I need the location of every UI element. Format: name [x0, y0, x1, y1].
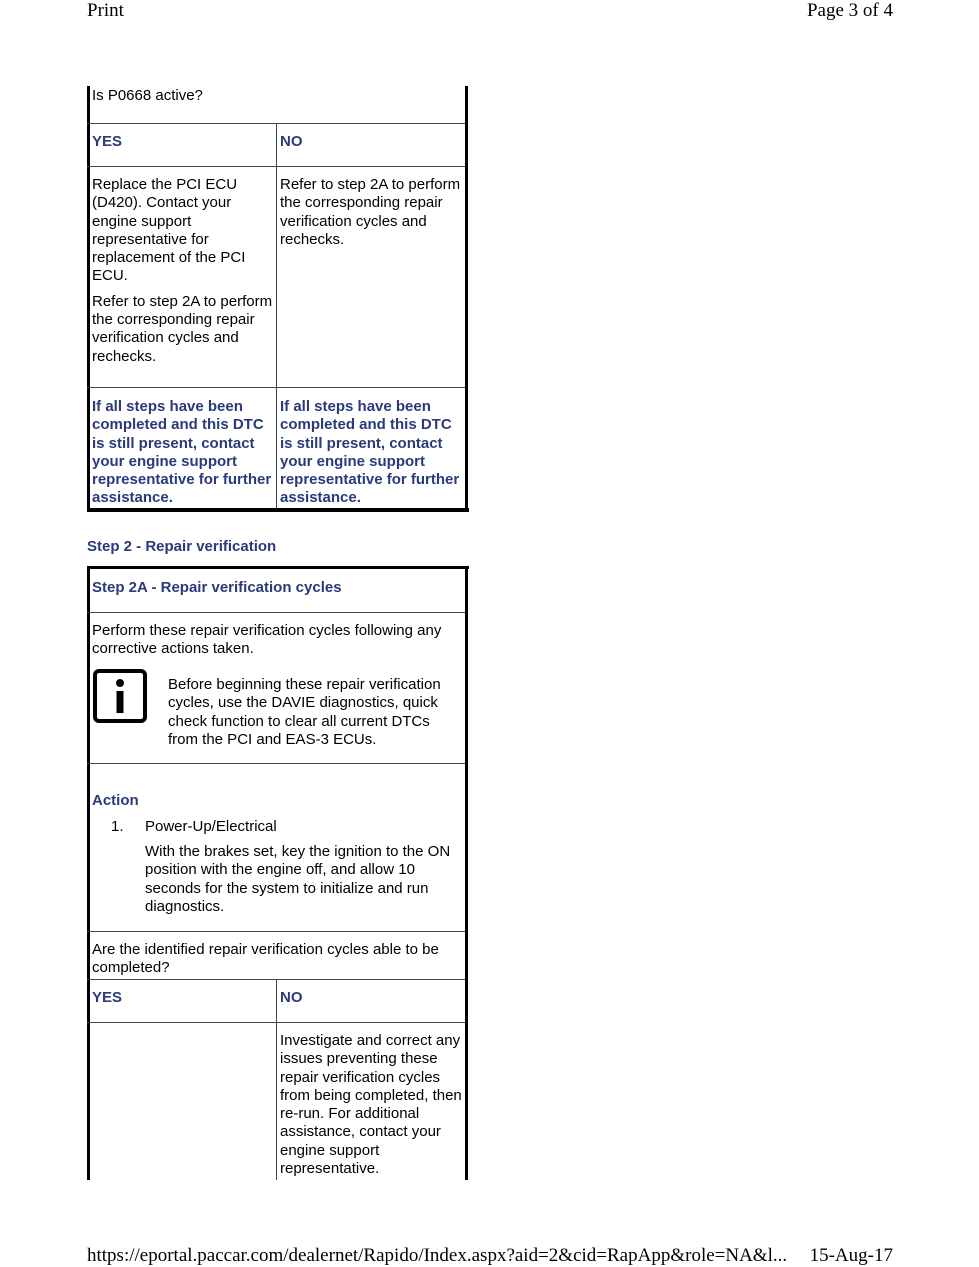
action-item-title: Power-Up/Electrical [145, 818, 277, 835]
question-text: Are the identified repair verification cycles able to be completed? [92, 941, 439, 977]
yes-note: If all steps have been completed and this DTC is still present, contact your engine support representative for further assistance. [92, 398, 272, 507]
intro-text: Perform these repair verification cycles following any corrective actions taken. [92, 622, 442, 658]
no-answer: Refer to step 2A to perform the corresponding repair verification cycles and rechecks. [280, 176, 461, 248]
print-date: 15-Aug-17 [809, 1245, 893, 1266]
no-note: If all steps have been completed and this DTC is still present, contact your engine support representative for further assistance. [280, 398, 460, 507]
print-header: Print [87, 0, 124, 21]
step2a-title: Step 2A - Repair verification cycles [92, 579, 342, 596]
yes-header: YES [92, 133, 123, 150]
page-url: https://eportal.paccar.com/dealernet/Rapido/Index.aspx?aid=2&cid=RapApp&role=NA&l... [87, 1245, 788, 1266]
yes-answer-replace: Replace the PCI ECU (D420). Contact your engine support representative for replacement of the PCI ECU. [92, 176, 246, 285]
action-item-number: 1. [111, 818, 124, 835]
action-item-description: With the brakes set, key the ignition to the ON position with the engine off, and allow 10 seconds for the system to initialize and run diagnostics. [145, 843, 451, 915]
yes-header: YES [92, 989, 123, 1006]
step2-heading: Step 2 - Repair verification [87, 538, 277, 555]
page-number: Page 3 of 4 [806, 0, 893, 21]
info-text: Before beginning these repair verification cycles, use the DAVIE diagnostics, quick check function to clear all current DTCs from the PCI and EAS-3 ECUs. [168, 676, 441, 748]
no-header: NO [280, 133, 303, 150]
diagnostic-table-step2 [87, 566, 469, 1180]
action-label: Action [92, 792, 139, 809]
no-answer: Investigate and correct any issues preventing these repair verification cycles from being completed, then re-run. For additional assistance, contact your engine support representative. [280, 1032, 462, 1178]
diagnostic-table-step1 [87, 86, 469, 512]
yes-answer-refer: Refer to step 2A to perform the corresponding repair verification cycles and rechecks. [92, 292, 273, 365]
info-icon [93, 669, 147, 723]
yes-answer [88, 176, 276, 366]
question-text: Is P0668 active? [92, 87, 203, 104]
no-header: NO [280, 989, 303, 1006]
